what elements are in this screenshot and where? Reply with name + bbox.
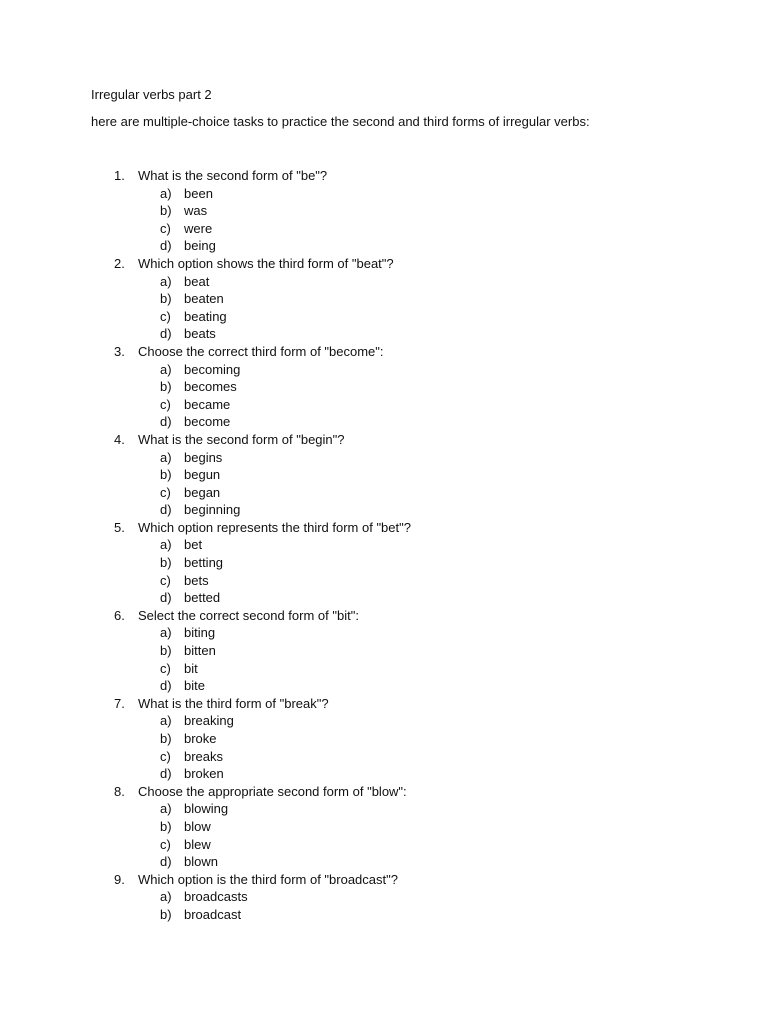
option-text: begins	[184, 449, 223, 465]
question-number: 3.	[114, 343, 125, 359]
option-text: became	[184, 396, 231, 412]
answer-option	[0, 273, 768, 291]
answer-option	[0, 800, 768, 818]
option-letter: a)	[160, 449, 172, 465]
document-title: Irregular verbs part 2	[91, 87, 212, 102]
answer-option	[0, 712, 768, 730]
question-line	[0, 871, 768, 889]
option-text: being	[184, 238, 216, 254]
option-list	[0, 185, 768, 255]
answer-option	[0, 818, 768, 836]
option-list	[0, 273, 768, 343]
question-item	[0, 343, 768, 431]
option-letter: b)	[160, 291, 172, 307]
answer-option	[0, 202, 768, 220]
option-letter: d)	[160, 502, 172, 518]
question-item	[0, 783, 768, 871]
question-list	[0, 167, 768, 924]
option-list	[0, 536, 768, 606]
option-text: blown	[184, 854, 218, 870]
option-letter: c)	[160, 572, 171, 588]
option-list	[0, 888, 768, 923]
answer-option	[0, 501, 768, 519]
question-line	[0, 607, 768, 625]
answer-option	[0, 765, 768, 783]
question-text: Which option represents the third form of "bet"?	[138, 519, 411, 535]
option-text: beat	[184, 273, 210, 289]
option-text: bitten	[184, 643, 216, 659]
question-line	[0, 343, 768, 361]
option-letter: b)	[160, 379, 172, 395]
option-text: bet	[184, 537, 203, 553]
option-letter: b)	[160, 906, 172, 922]
question-number: 5.	[114, 519, 125, 535]
option-letter: a)	[160, 625, 172, 641]
option-letter: d)	[160, 766, 172, 782]
option-letter: d)	[160, 414, 172, 430]
option-letter: b)	[160, 643, 172, 659]
question-item	[0, 255, 768, 343]
answer-option	[0, 413, 768, 431]
question-item	[0, 431, 768, 519]
answer-option	[0, 290, 768, 308]
option-letter: c)	[160, 308, 171, 324]
question-line	[0, 783, 768, 801]
answer-option	[0, 185, 768, 203]
answer-option	[0, 396, 768, 414]
question-text: Which option is the third form of "broadcast"?	[138, 871, 398, 887]
option-list	[0, 449, 768, 519]
answer-option	[0, 466, 768, 484]
answer-option	[0, 449, 768, 467]
question-item	[0, 695, 768, 783]
question-text: Choose the appropriate second form of "blow":	[138, 783, 407, 799]
option-text: broke	[184, 731, 217, 746]
option-text: bit	[184, 660, 198, 676]
option-letter: a)	[160, 713, 172, 729]
option-letter: c)	[160, 220, 171, 236]
option-text: was	[184, 203, 208, 219]
question-text: Which option shows the third form of "beat"?	[138, 255, 394, 271]
question-number: 7.	[114, 695, 125, 711]
question-line	[0, 255, 768, 273]
question-number: 4.	[114, 431, 125, 447]
answer-option	[0, 572, 768, 590]
option-letter: a)	[160, 537, 172, 553]
option-text: were	[184, 220, 213, 236]
option-letter: d)	[160, 238, 172, 254]
answer-option	[0, 378, 768, 396]
option-letter: b)	[160, 818, 172, 834]
option-letter: c)	[160, 484, 171, 500]
option-letter: d)	[160, 590, 172, 606]
option-text: biting	[184, 625, 216, 641]
option-text: beats	[184, 326, 216, 342]
answer-option	[0, 888, 768, 906]
option-text: become	[184, 414, 231, 430]
option-letter: b)	[160, 555, 172, 571]
option-text: beginning	[184, 502, 241, 518]
option-text: breaking	[184, 713, 234, 729]
option-letter: d)	[160, 854, 172, 870]
option-text: betting	[184, 555, 224, 571]
option-list	[0, 361, 768, 431]
option-letter: c)	[160, 836, 171, 852]
answer-option	[0, 361, 768, 379]
option-letter: c)	[160, 396, 171, 412]
option-letter: c)	[160, 660, 171, 676]
option-letter: d)	[160, 678, 172, 694]
answer-option	[0, 730, 768, 748]
option-list	[0, 624, 768, 694]
option-letter: d)	[160, 326, 172, 342]
answer-option	[0, 624, 768, 642]
option-text: began	[184, 484, 221, 500]
answer-option	[0, 642, 768, 660]
option-letter: a)	[160, 273, 172, 289]
question-text: What is the third form of "break"?	[138, 695, 329, 711]
question-number: 8.	[114, 783, 125, 799]
option-text: beaten	[184, 291, 224, 307]
option-text: becomes	[184, 379, 237, 395]
question-line	[0, 167, 768, 185]
answer-option	[0, 677, 768, 695]
option-letter: a)	[160, 361, 172, 377]
option-text: bets	[184, 572, 209, 588]
question-number: 1.	[114, 168, 125, 183]
question-item	[0, 167, 768, 255]
option-letter: c)	[160, 748, 171, 764]
option-letter: b)	[160, 203, 172, 219]
option-text: broadcasts	[184, 889, 248, 905]
answer-option	[0, 589, 768, 607]
question-line	[0, 431, 768, 449]
question-item	[0, 519, 768, 607]
answer-option	[0, 536, 768, 554]
option-text: breaks	[184, 748, 224, 764]
answer-option	[0, 220, 768, 238]
question-text: Choose the correct third form of "become":	[138, 343, 384, 359]
option-list	[0, 800, 768, 870]
option-letter: b)	[160, 467, 172, 483]
answer-option	[0, 660, 768, 678]
question-item	[0, 607, 768, 695]
answer-option	[0, 237, 768, 255]
question-item	[0, 871, 768, 924]
question-text: What is the second form of "begin"?	[138, 431, 345, 447]
question-text: Select the correct second form of "bit":	[138, 607, 359, 623]
answer-option	[0, 308, 768, 326]
answer-option	[0, 748, 768, 766]
option-letter: a)	[160, 185, 172, 201]
option-text: beating	[184, 308, 227, 324]
answer-option	[0, 484, 768, 502]
option-text: broadcast	[184, 906, 242, 922]
question-number: 6.	[114, 607, 125, 623]
option-text: broken	[184, 766, 224, 782]
option-letter: a)	[160, 889, 172, 905]
option-text: blew	[184, 836, 211, 852]
option-letter: b)	[160, 731, 172, 746]
question-number: 2.	[114, 255, 125, 271]
option-text: betted	[184, 590, 221, 606]
option-text: becoming	[184, 361, 241, 377]
answer-option	[0, 836, 768, 854]
answer-option	[0, 554, 768, 572]
option-list	[0, 712, 768, 782]
question-number: 9.	[114, 871, 125, 887]
option-text: blow	[184, 818, 211, 834]
option-text: bite	[184, 678, 205, 694]
answer-option	[0, 906, 768, 924]
question-line	[0, 519, 768, 537]
question-line	[0, 695, 768, 713]
question-text: What is the second form of "be"?	[138, 168, 328, 183]
option-text: been	[184, 185, 213, 201]
answer-option	[0, 325, 768, 343]
document-intro: here are multiple-choice tasks to practice the second and third forms of irregular verbs:	[91, 114, 590, 129]
option-letter: a)	[160, 801, 172, 817]
option-text: begun	[184, 467, 221, 483]
answer-option	[0, 853, 768, 871]
option-text: blowing	[184, 801, 229, 817]
